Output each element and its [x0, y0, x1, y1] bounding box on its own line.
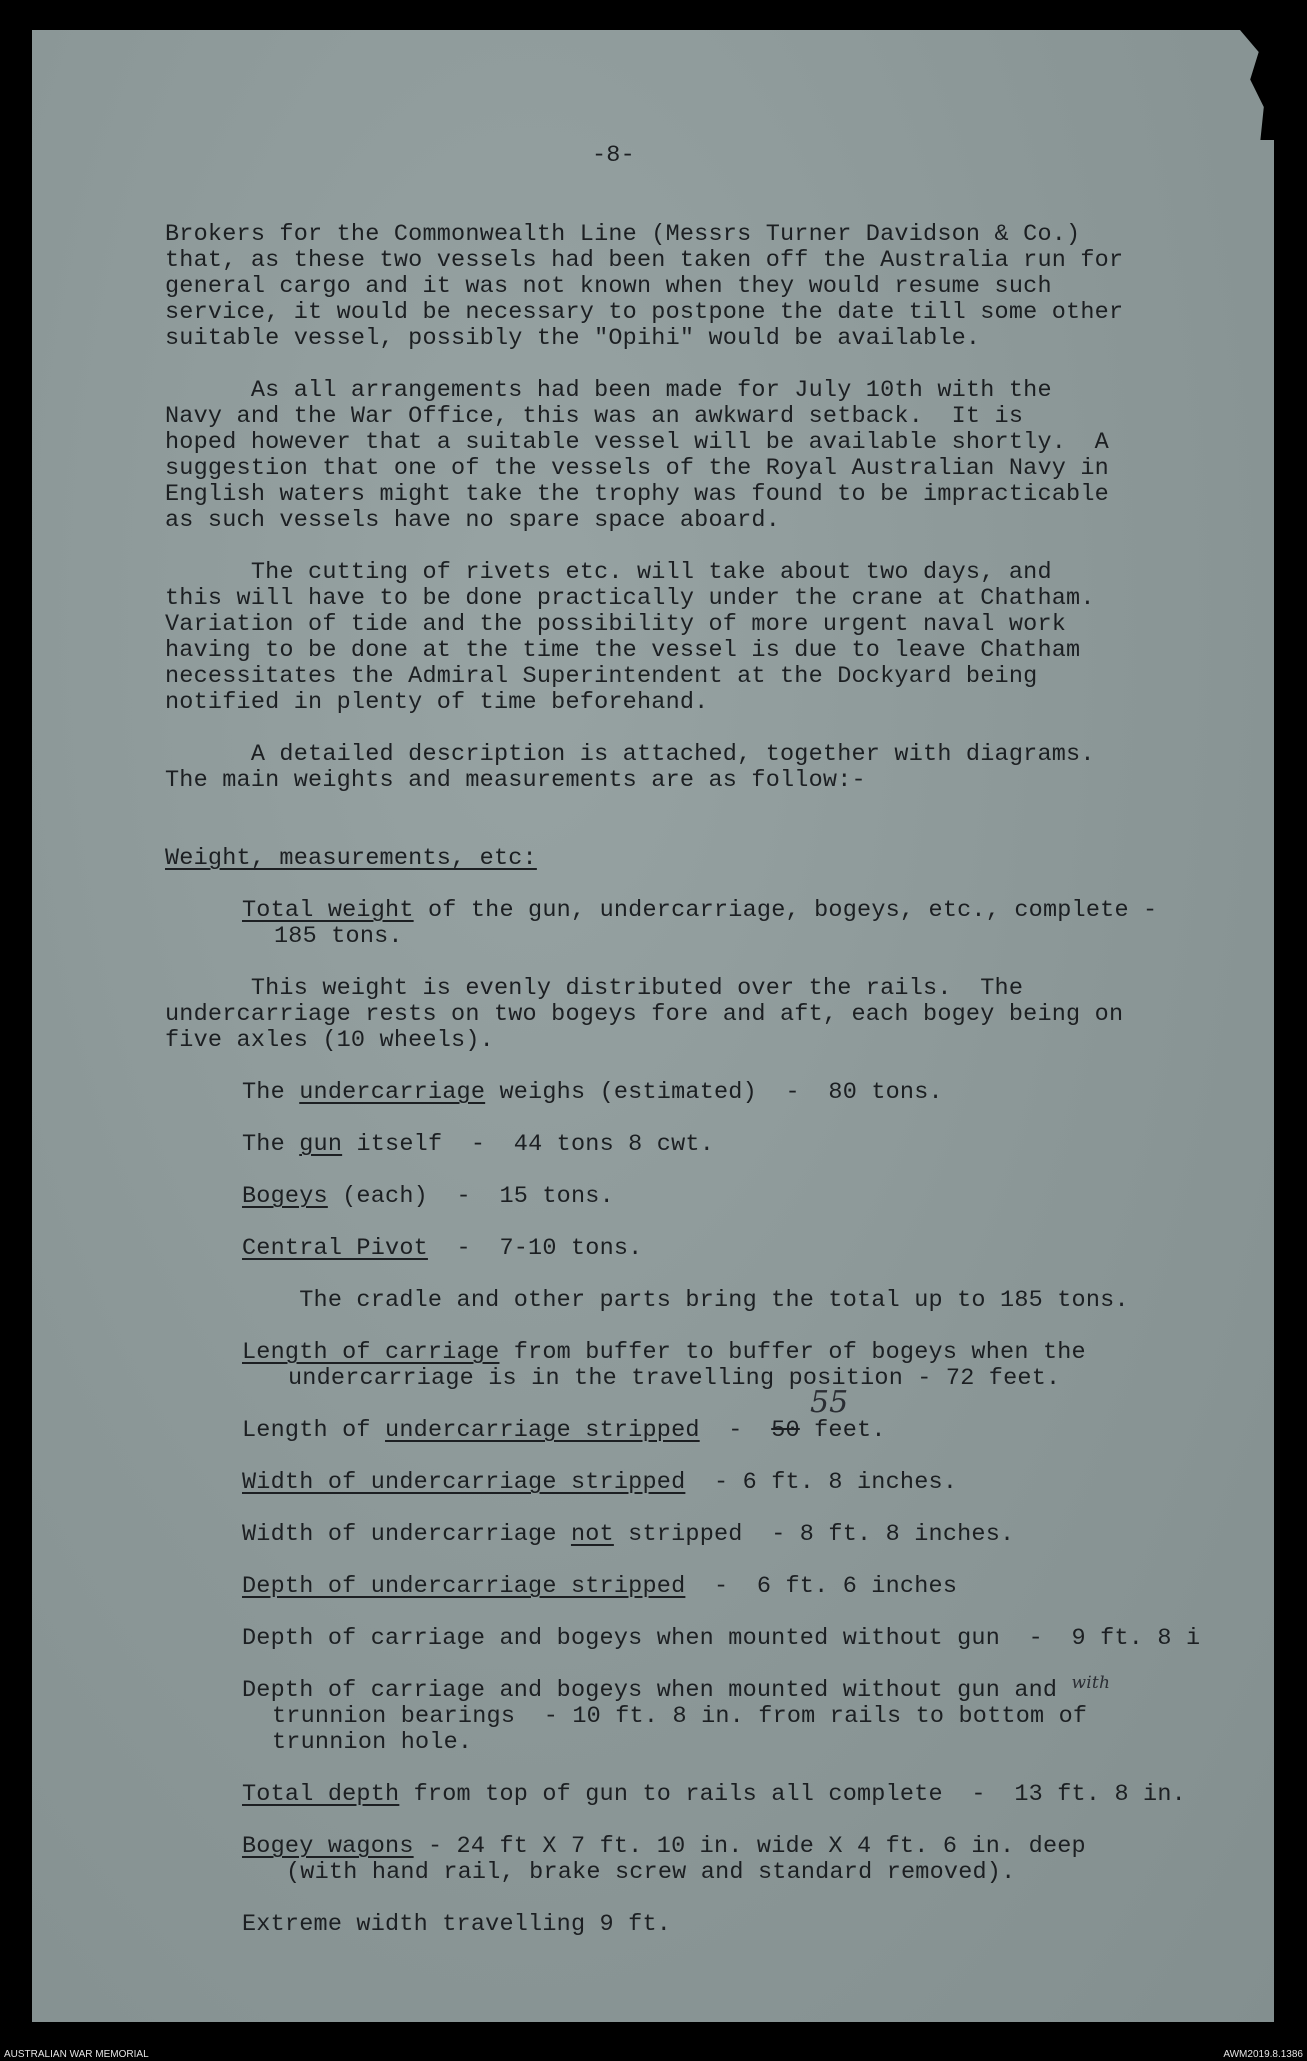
bogey-wagons — [242, 1834, 1086, 1859]
text: feet. — [799, 1417, 886, 1444]
para2-line: as such vessels have no spare space aboard. — [165, 507, 780, 534]
depth-carriage: Depth of carriage and bogeys when mounted without gun - 9 ft. 8 i — [242, 1625, 1201, 1652]
total-depth-label: Total depth — [242, 1781, 400, 1808]
para3-line: notified in plenty of time beforehand. — [165, 689, 709, 716]
para3-line: having to be done at the time the vessel is due to leave Chatham — [165, 637, 1081, 664]
pivot-weight — [242, 1236, 642, 1261]
total-weight-cont: 185 tons. — [274, 923, 403, 950]
pivot-label: Central Pivot — [242, 1235, 428, 1262]
bogey-wagons-cont: (with hand rail, brake screw and standard removed). — [286, 1859, 1016, 1886]
undercarriage-label: undercarriage — [299, 1079, 486, 1106]
text: weighs (estimated) - 80 tons. — [485, 1079, 943, 1106]
undercarriage-weight — [242, 1080, 943, 1105]
handwritten-insert: with — [1071, 1673, 1111, 1693]
distribution-line: undercarriage rests on two bogeys fore and aft, each bogey being on — [165, 1001, 1124, 1028]
gun-weight — [242, 1132, 714, 1157]
text: (each) - 15 tons. — [327, 1183, 614, 1210]
length-stripped-label: undercarriage stripped — [385, 1417, 700, 1444]
total-weight-line — [242, 898, 1157, 923]
para1-line: service, it would be necessary to postpone the date till some other — [165, 299, 1124, 326]
cradle-line: The cradle and other parts bring the total up to 185 tons. — [242, 1287, 1129, 1314]
para3-line: necessitates the Admiral Superintendent at the Dockyard being — [165, 663, 1038, 690]
gun-label: gun — [299, 1131, 343, 1158]
extreme-width: Extreme width travelling 9 ft. — [242, 1911, 672, 1938]
para1-line: that, as these two vessels had been taken off the Australia run for — [165, 247, 1124, 274]
length-stripped — [242, 1418, 886, 1443]
text: The — [242, 1131, 300, 1158]
section-heading: Weight, measurements, etc: — [165, 845, 537, 872]
text: Width of undercarriage — [242, 1521, 571, 1548]
depth-trunnion — [242, 1673, 1111, 1704]
footer-reference: AWM2019.8.1386 — [1223, 2049, 1303, 2060]
bogey-wagons-label: Bogey wagons — [242, 1833, 414, 1860]
text: itself - 44 tons 8 cwt. — [342, 1131, 715, 1158]
distribution-line: five axles (10 wheels). — [165, 1027, 494, 1054]
length-carriage — [242, 1340, 1086, 1365]
width-stripped-label: Width of undercarriage stripped — [242, 1469, 686, 1496]
total-weight-text: of the gun, undercarriage, bogeys, etc., complete - — [413, 897, 1158, 924]
para3-line: The cutting of rivets etc. will take about two days, and — [165, 559, 1052, 586]
text: stripped - 8 ft. 8 inches. — [613, 1521, 1015, 1548]
bogeys-label: Bogeys — [242, 1183, 328, 1210]
para4-line: A detailed description is attached, together with diagrams. — [165, 741, 1095, 768]
text: from top of gun to rails all complete - 13 ft. 8 in. — [399, 1781, 1186, 1808]
text: - 6 ft. 8 inches. — [685, 1469, 958, 1496]
total-weight-label: Total weight — [242, 897, 414, 924]
para2-line: hoped however that a suitable vessel will be available shortly. A — [165, 429, 1109, 456]
para2-line: Navy and the War Office, this was an awkward setback. It is — [165, 403, 1024, 430]
handwritten-correction: 55 — [810, 1385, 849, 1420]
para1-line: general cargo and it was not known when they would resume such — [165, 273, 1052, 300]
depth-trunnion-cont: trunnion bearings - 10 ft. 8 in. from rails to bottom of — [272, 1703, 1088, 1730]
depth-stripped-label: Depth of undercarriage stripped — [242, 1573, 686, 1600]
para2-line: suggestion that one of the vessels of the Royal Australian Navy in — [165, 455, 1109, 482]
width-stripped — [242, 1470, 957, 1495]
page-number: -8- — [592, 142, 635, 169]
text: The — [242, 1079, 300, 1106]
text: Depth of carriage and bogeys when mounted without gun and — [242, 1677, 1072, 1704]
text: - 6 ft. 6 inches — [685, 1573, 958, 1600]
text: - — [699, 1417, 772, 1444]
para3-line: this will have to be done practically under the crane at Chatham. — [165, 585, 1095, 612]
para1-line: Brokers for the Commonwealth Line (Messrs Turner Davidson & Co.) — [165, 221, 1081, 248]
para4-line: The main weights and measurements are as follow:- — [165, 767, 866, 794]
total-depth — [242, 1782, 1186, 1807]
struck-value: 50 — [771, 1417, 800, 1444]
width-not-stripped — [242, 1522, 1014, 1547]
text: from buffer to buffer of bogeys when the — [499, 1339, 1086, 1366]
para2-line: As all arrangements had been made for July 10th with the — [165, 377, 1052, 404]
length-carriage-cont: undercarriage is in the travelling position - 72 feet. — [288, 1365, 1061, 1392]
para2-line: English waters might take the trophy was found to be impracticable — [165, 481, 1109, 508]
para1-line: suitable vessel, possibly the "Opihi" would be available. — [165, 325, 981, 352]
text: Length of — [242, 1417, 386, 1444]
torn-corner — [1240, 30, 1274, 140]
text: - 7-10 tons. — [427, 1235, 643, 1262]
bogeys-weight — [242, 1184, 614, 1209]
para3-line: Variation of tide and the possibility of more urgent naval work — [165, 611, 1067, 638]
depth-stripped — [242, 1574, 957, 1599]
depth-trunnion-cont: trunnion hole. — [272, 1729, 473, 1756]
document-page — [32, 30, 1274, 2022]
text: - 24 ft X 7 ft. 10 in. wide X 4 ft. 6 in. deep — [413, 1833, 1086, 1860]
distribution-line: This weight is evenly distributed over the rails. The — [165, 975, 1024, 1002]
length-carriage-label: Length of carriage — [242, 1339, 500, 1366]
not-label: not — [570, 1521, 614, 1548]
footer-credit: AUSTRALIAN WAR MEMORIAL — [4, 2049, 149, 2060]
